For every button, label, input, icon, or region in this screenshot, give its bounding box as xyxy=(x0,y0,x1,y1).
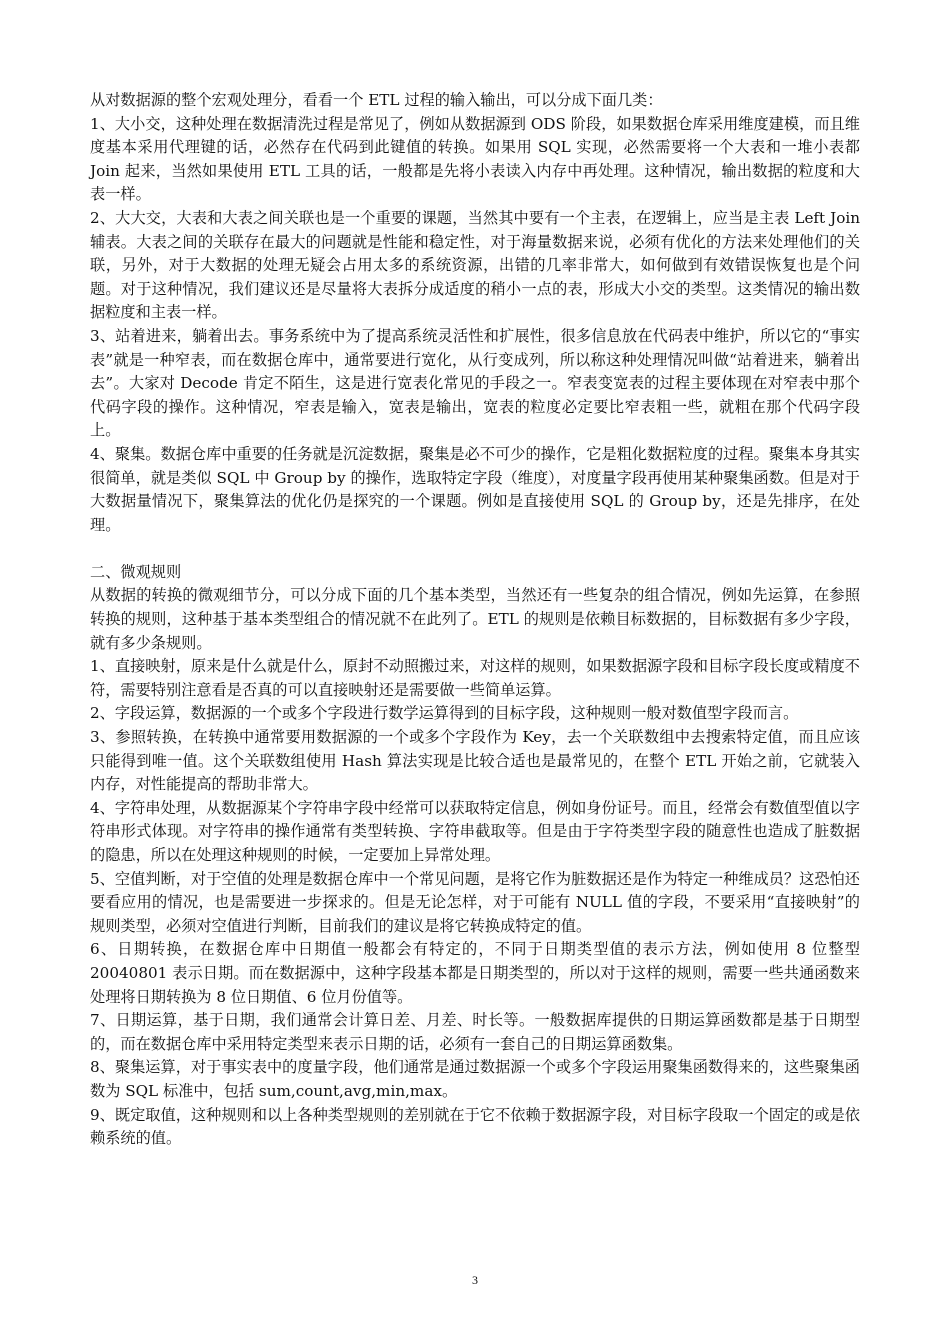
intro-paragraph: 从对数据源的整个宏观处理分，看看一个 ETL 过程的输入输出，可以分成下面几类： xyxy=(90,91,663,109)
paragraph-string-processing: 4、字符串处理，从数据源某个字符串字段中经常可以获取特定信息，例如身份证号。而且，经常会有数值型值以字符串形式体现。对字符串的操作通常有类型转换、字符串截取等。但是由于字符类型字段的随意性也造成了脏数据的隐患，所以在处理这种规则的时候，一定要加上异常处理。 xyxy=(90,798,860,864)
document-page xyxy=(90,89,860,1151)
paragraph-field-operation: 2、字段运算，数据源的一个或多个字段进行数学运算得到的目标字段，这种规则一般对数值型字段而言。 xyxy=(90,704,799,723)
paragraph-direct-mapping: 1、直接映射，原来是什么就是什么，原封不动照搬过来，对这样的规则，如果数据源字段和目标字段长度或精度不符，需要特别注意看是否真的可以直接映射还是需要做一些简单运算。 xyxy=(90,657,860,699)
paragraph-null-check: 5、空值判断，对于空值的处理是数据仓库中一个常见问题，是将它作为脏数据还是作为特定一种维成员？这恐怕还要看应用的情况，也是需要进一步探求的。但是无论怎样，对于可能有 NULL 值的字段，不要采用“直接映射”的规则类型，必须对空值进行判断，目前我们的建议是将它转换成特定的值。 xyxy=(90,869,860,935)
paragraph-date-operation: 7、日期运算，基于日期，我们通常会计算日差、月差、时长等。一般数据库提供的日期运算函数都是基于日期型的，而在数据仓库中采用特定类型来表示日期的话，必须有一套自己的日期运算函数集。 xyxy=(90,1011,860,1053)
paragraph-lookup-conversion: 3、参照转换，在转换中通常要用数据源的一个或多个字段作为 Key，去一个关联数组中去搜索特定值，而且应该只能得到唯一值。这个关联数组使用 Hash 算法实现是比较合适也是最常见的，在整个 ETL 开始之前，它就装入内存，对性能提高的帮助非常大。 xyxy=(90,728,860,794)
paragraph-fixed-value: 9、既定取值，这种规则和以上各种类型规则的差别就在于它不依赖于数据源字段，对目标字段取一个固定的或是依赖系统的值。 xyxy=(90,1105,860,1148)
paragraph-big-small-join: 1、大小交，这种处理在数据清洗过程是常见了，例如从数据源到 ODS 阶段，如果数据仓库采用维度建模，而且维度基本采用代理键的话，必然存在代码到此键值的转换。如果用 SQL 实现，必然需要将一个大表和一堆小表都 Join 起来，当然如果使用 ETL 工具的话，一般都是先将小表读入内存中再处理。这种情况，输出数据的粒度和大表一样。 xyxy=(90,114,860,204)
paragraph-aggregation: 4、聚集。数据仓库中重要的任务就是沉淀数据，聚集是必不可少的操作，它是粗化数据粒度的过程。聚集本身其实很简单，就是类似 SQL 中 Group by 的操作，选取特定字段（维度），对度量字段再使用某种聚集函数。但是对于大数据量情况下，聚集算法的优化仍是探究的一个课题。例如是直接使用 SQL 的 Group by，还是先排序，在处理。 xyxy=(90,444,860,534)
paragraph-narrow-to-wide: 3、站着进来，躺着出去。事务系统中为了提高系统灵活性和扩展性，很多信息放在代码表中维护，所以它的“事实表”就是一种窄表，而在数据仓库中，通常要进行宽化，从行变成列，所以称这种处理情况叫做“站着进来，躺着出去”。大家对 Decode 肯定不陌生，这是进行宽表化常见的手段之一。窄表变宽表的过程主要体现在对窄表中那个代码字段的操作。这种情况，窄表是输入，宽表是输出，宽表的粒度必定要比窄表粗一些，就粗在那个代码字段上。 xyxy=(90,326,860,440)
page-number: 3 xyxy=(472,1273,478,1287)
blank-line xyxy=(90,537,860,561)
section-heading: 二、微观规则 xyxy=(90,562,182,581)
paragraph-big-big-join: 2、大大交，大表和大表之间关联也是一个重要的课题，当然其中要有一个主表，在逻辑上，应当是主表 Left Join 辅表。大表之间的关联存在最大的问题就是性能和稳定性，对于海量数据来说，必须有优化的方法来处理他们的关联，另外，对于大数据的处理无疑会占用太多的系统资源，出错的几率非常大，如何做到有效错误恢复也是个问题。对于这种情况，我们建议还是尽量将大表拆分成适度的稍小一点的表，形成大小交的类型。这类情况的输出数据粒度和主表一样。 xyxy=(90,208,860,322)
paragraph-micro-intro: 从数据的转换的微观细节分，可以分成下面的几个基本类型，当然还有一些复杂的组合情况，例如先运算，在参照转换的规则，这种基于基本类型组合的情况就不在此列了。ETL 的规则是依赖目标数据的，目标数据有多少字段，就有多少条规则。 xyxy=(90,586,860,652)
paragraph-aggregate-operation: 8、聚集运算，对于事实表中的度量字段，他们通常是通过数据源一个或多个字段运用聚集函数得来的，这些聚集函数为 SQL 标准中，包括 sum,count,avg,min,max。 xyxy=(90,1058,860,1100)
paragraph-date-conversion: 6、日期转换，在数据仓库中日期值一般都会有特定的，不同于日期类型值的表示方法，例如使用 8 位整型 20040801 表示日期。而在数据源中，这种字段基本都是日期类型的，所以对于这样的规则，需要一些共通函数来处理将日期转换为 8 位日期值、6 位月份值等。 xyxy=(90,940,860,1006)
